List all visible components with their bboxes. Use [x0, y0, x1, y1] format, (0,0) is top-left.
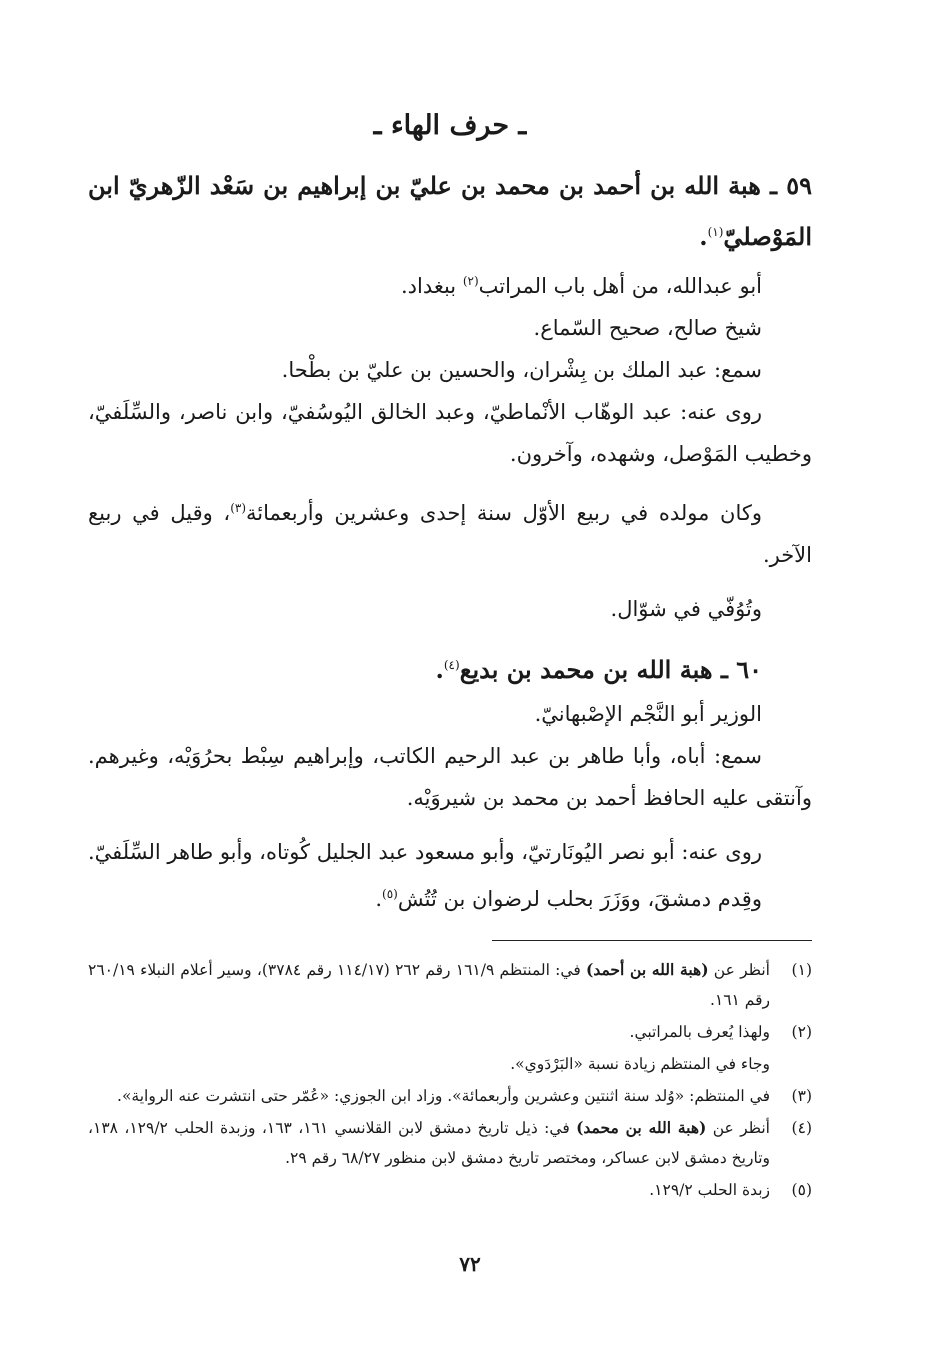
footnote-ref[interactable]: (٢) — [462, 274, 479, 288]
paragraph — [88, 260, 812, 307]
footnote-text: وجاء في المنتظم زيادة نسبة «البَرْدَوي». — [510, 1055, 770, 1073]
section-title: ـ حرف الهاء ـ — [373, 110, 527, 141]
paragraph — [88, 873, 812, 920]
paragraph: الوزير أبو النَّجْم الإصْبهانيّ. — [534, 702, 762, 726]
entry-heading-text: ٥٩ ـ هبة الله بن أحمد بن محمد بن عليّ بن إبراهيم بن سَعْد الزّهريّ ابن المَوْصليّ — [88, 171, 812, 251]
footnote-text: زبدة الحلب ١٢٩/٢. — [649, 1181, 770, 1199]
entry-59 — [88, 163, 812, 630]
footnote — [88, 1017, 812, 1047]
entry-heading — [88, 642, 812, 693]
footnote-divider — [492, 940, 812, 941]
entry-heading-text: ٦٠ ـ هبة الله بن محمد بن بديع — [459, 655, 762, 684]
footnote-number — [770, 1049, 812, 1079]
page-number: ٧٢ — [459, 1252, 481, 1276]
paragraph: سمع: عبد الملك بن بِشْران، والحسين بن عليّ بن بطْحا. — [281, 358, 762, 382]
footnote-rest: في: ذيل تاريخ دمشق لابن القلانسي ١٦١، ١٦٣، وزبدة الحلب ١٢٩/٢، ١٣٨، وتاريخ دمشق لابن عساكر، ومختصر تاريخ دمشق لابن منظور ٦٨/٢٧ رقم ٢٩. — [88, 1119, 770, 1167]
paragraph: شيخ صالح، صحيح السّماع. — [533, 316, 762, 340]
footnote-prefix: أنظر عن — [706, 1119, 770, 1137]
footnote-ref[interactable]: (٣) — [230, 501, 247, 515]
footnote-number: (٤) — [791, 1119, 812, 1137]
footnote-ref[interactable]: (٤) — [443, 658, 460, 672]
footnote — [88, 1175, 812, 1205]
footnote-text: ولهذا يُعرف بالمراتبي. — [629, 1023, 770, 1041]
footnote-text — [88, 1113, 770, 1173]
paragraph: روى عنه: أبو نصر اليُونَارتيّ، وأبو مسعود عبد الجليل كُوتاه، وأبو طاهر السِّلَفيّ. — [87, 840, 762, 864]
footnote-ref[interactable]: (٥) — [382, 887, 398, 901]
footnote — [88, 1081, 812, 1111]
footnote-number: (٥) — [791, 1181, 812, 1199]
entry-heading-end: . — [699, 222, 708, 251]
footnote-number: (٣) — [791, 1087, 812, 1105]
footnote — [88, 1113, 812, 1173]
footnote-text — [88, 955, 770, 1015]
paragraph-text: أبو عبدالله، من أهل باب المراتب — [478, 274, 762, 298]
paragraph-text-end: . — [375, 887, 383, 911]
footnote-text: في المنتظم: «وُلد سنة اثنتين وعشرين وأربعمائة». وزاد ابن الجوزي: «عُمّر حتى انتشرت عنه الرواية». — [117, 1087, 770, 1105]
footnotes — [88, 955, 812, 1205]
footnote-ref[interactable]: (١) — [707, 225, 724, 239]
paragraph: وتُوُفّي في شوّال. — [610, 597, 762, 621]
footnote-number: (٢) — [791, 1023, 812, 1041]
paragraph-text: وكان مولده في ربيع الأوّل سنة إحدى وعشرين وأربعمائة — [246, 501, 762, 525]
footnote-number: (١) — [791, 961, 812, 979]
paragraph: سمع: أباه، وأبا طاهر بن عبد الرحيم الكاتب، وإبراهيم سِبْط بحرُوَيْه، وغيرهم. وآنتقى عليه الحافظ أحمد بن محمد بن شيروَيْه. — [88, 744, 812, 810]
paragraph-text-end: ببغداد. — [400, 274, 463, 298]
page-body — [88, 100, 812, 1312]
footnote-bold: (هبة الله بن محمد) — [576, 1118, 707, 1137]
footnote-prefix: أنظر عن — [708, 961, 770, 979]
paragraph-text-end: ، وقيل في ربيع الآخر. — [88, 501, 812, 567]
entry-heading — [88, 163, 812, 260]
paragraph-text: وقِدم دمشقَ، ووَزَرَ بحلب لرضوان بن تُتُش — [397, 887, 762, 911]
footnote — [88, 1049, 812, 1079]
footnote-bold: (هبة الله بن أحمد) — [585, 960, 709, 979]
footnote — [88, 955, 812, 1015]
footnote-rest: في: المنتظم ١٦١/٩ رقم ٢٦٢ (١١٤/١٧ رقم ٣٧٨٤)، وسير أعلام النبلاء ٢٦٠/١٩ رقم ١٦١. — [88, 961, 770, 1009]
entry-heading-end: . — [435, 655, 444, 684]
entry-60 — [88, 642, 812, 920]
paragraph: روى عنه: عبد الوهّاب الأنْماطيّ، وعبد الخالق اليُوسُفيّ، وابن ناصر، والسِّلَفيّ، وخطيب المَوْصل، وشهده، وآخرون. — [88, 400, 812, 466]
paragraph — [88, 487, 812, 576]
